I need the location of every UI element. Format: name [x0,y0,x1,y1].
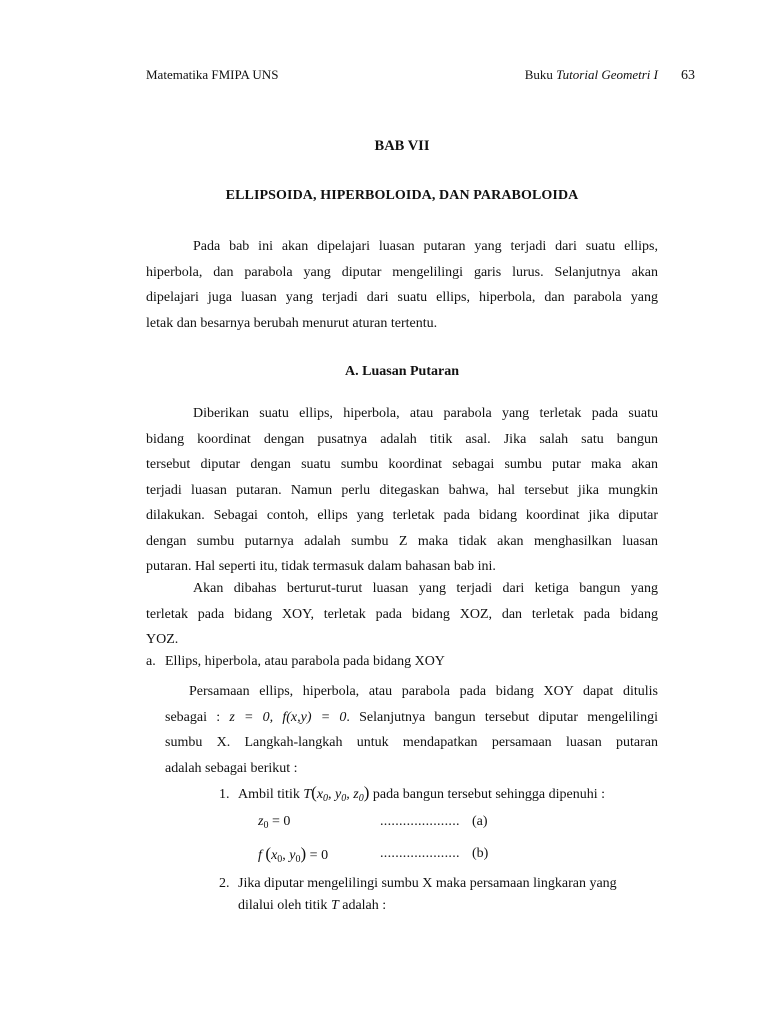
equation-a-dots: ..................... [380,814,460,829]
text-line: adalah sebagai berikut : [165,760,298,776]
text-line: Pada bab ini akan dipelajari luasan putaran yang terjadi dari suatu ellips, [193,239,658,254]
list-text: Ellips, hiperbola, atau parabola pada bidang XOY [165,654,445,669]
chapter-heading: BAB VII [374,138,430,154]
step-1: 1. Ambil titik $T(x_0$, $y_0$, $z_0$) pada bangun tersebut sehingga dipenuhi : [219,783,605,804]
text-line: terletak pada bidang XOY, terletak pada bidang XOZ, dan terletak pada bidang [146,606,658,622]
list-item-a [146,654,445,670]
text-line: letak dan besarnya berubah menurut aturan tertentu. [146,315,438,331]
step-2: 2. Jika diputar mengelilingi sumbu X maka persamaan lingkaran yang dilalui oleh titik T adalah : [219,876,617,913]
text-line: Akan dibahas berturut-turut luasan yang terjadi dari ketiga bangun yang [193,581,658,596]
text-line: dengan sumbu putarnya adalah sumbu Z maka tidak akan menghasilkan luasan [146,533,658,549]
text-line: putaran. Hal seperti itu, tidak termasuk dalam bahasan bab ini. [146,559,496,574]
body-paragraph [146,401,658,580]
body-paragraph [146,576,658,653]
equation-b-dots: ..................... [380,846,460,861]
text-line: dilakukan. Sebagai contoh, ellips yang terletak pada bidang koordinat jika diputar [146,508,658,523]
text-line: sumbu X. Langkah-langkah untuk mendapatkan persamaan luasan putaran [165,735,658,750]
header-left: Matematika FMIPA UNS [146,67,279,82]
list-label: a. [146,654,156,669]
text-line: tersebut diputar dengan suatu sumbu koordinat sebagai sumbu putar maka akan [146,457,658,472]
text-line: dipelajari juga luasan yang terjadi dari suatu ellips, hiperbola, dan parabola yang [146,290,658,305]
text-line: terjadi luasan putaran. Namun perlu ditegaskan bahwa, hal tersebut jika mungkin [146,482,658,498]
point-T: $T(x_0$, $y_0$, $z_0$) [303,783,370,804]
text-line: bidang koordinat dengan pusatnya adalah titik asal. Jika salah satu bangun [146,431,658,447]
equation-a: $z_0 = 0$ [258,814,291,831]
equation-b: f ($x_0$, $y_0) = 0$ [258,844,329,865]
text-line: Diberikan suatu ellips, hiperbola, atau parabola yang terletak pada suatu [193,406,658,421]
section-heading: A. Luasan Putaran [345,364,459,379]
intro-paragraph [146,234,658,336]
math-expression: z = 0, f(x,y) = 0 [229,709,347,725]
text-line: YOZ. [146,632,179,647]
equation-b-tag: (b) [472,846,489,861]
text-line: sebagai : z = 0, f(x,y) = 0. Selanjutnya bangun tersebut diputar mengelilingi [165,709,658,725]
page-number: 63 [681,68,695,83]
equation-a-tag: (a) [472,814,488,829]
sub-paragraph [165,679,658,781]
step-number: 2. [219,876,230,891]
step-number: 1. [219,787,230,802]
page-header [146,67,695,87]
text-line: Persamaan ellips, hiperbola, atau parabola pada bidang XOY dapat ditulis [189,684,658,699]
header-right: Buku Tutorial Geometri I [524,67,658,82]
chapter-title: ELLIPSOIDA, HIPERBOLOIDA, DAN PARABOLOIDA [225,188,579,203]
text-line: hiperbola, dan parabola yang diputar mengelilingi garis lurus. Selanjutnya akan [146,264,658,280]
